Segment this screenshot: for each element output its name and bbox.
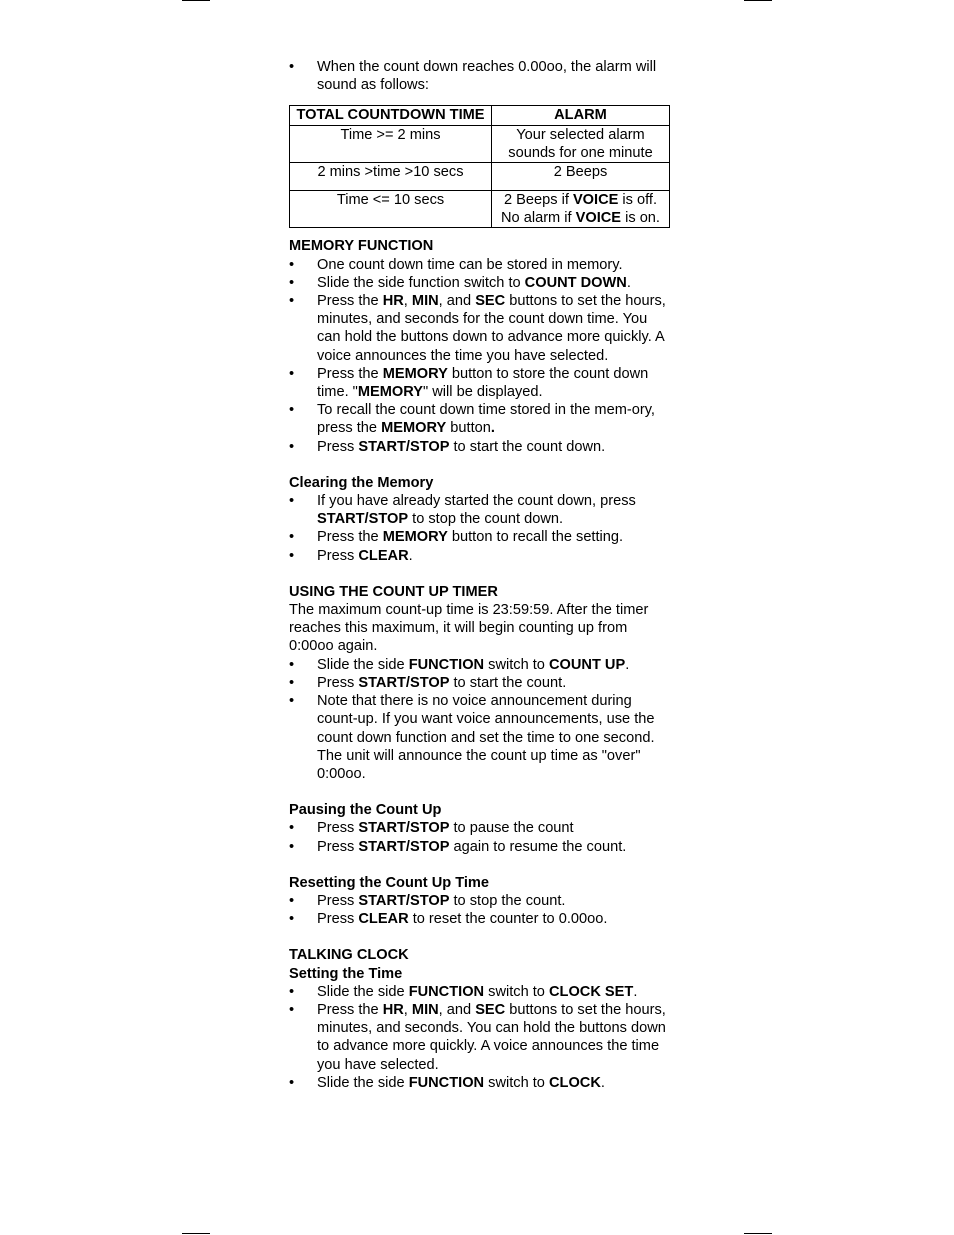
crop-mark-top-left (182, 0, 210, 1)
alarm-table (289, 105, 670, 228)
table-row (290, 163, 670, 191)
countup-paragraph: The maximum count-up time is 23:59:59. After the timer reaches this maximum, it will begin counting up from 0:00oo again. (289, 602, 649, 655)
list-item: • If you have already started the count down, press START/STOP to stop the count down. (289, 492, 674, 528)
section-heading-countup: USING THE COUNT UP TIMER (289, 583, 498, 600)
crop-mark-bottom-right (744, 1233, 772, 1234)
section-heading-resetting: Resetting the Count Up Time (289, 874, 489, 891)
section-heading-pausing: Pausing the Count Up (289, 802, 442, 819)
table-cell: Your selected alarm sounds for one minute (492, 125, 670, 162)
page-content (289, 58, 674, 1092)
list-item: • Press the MEMORY button to recall the setting. (289, 528, 674, 546)
list-item: • One count down time can be stored in memory. (289, 256, 674, 274)
list-item: • Press the MEMORY button to store the count down time. "MEMORY" will be displayed. (289, 365, 674, 401)
list-item: • When the count down reaches 0.00oo, the alarm will sound as follows: (289, 58, 674, 94)
crop-mark-bottom-left (182, 1233, 210, 1234)
list-item: • Slide the side FUNCTION switch to COUNT UP. (289, 656, 674, 674)
list-item: • Press the HR, MIN, and SEC buttons to set the hours, minutes, and seconds. You can hold the buttons down to advance more quickly. A voice announces the time you have selected. (289, 1001, 674, 1074)
list-item: • Press the HR, MIN, and SEC buttons to set the hours, minutes, and seconds for the count down time. You can hold the buttons down to advance more quickly. A voice announces the time you have selected. (289, 292, 674, 365)
table-header-cell: TOTAL COUNTDOWN TIME (290, 106, 492, 125)
list-item: • Press CLEAR to reset the counter to 0.00oo. (289, 910, 674, 928)
table-cell: 2 mins >time >10 secs (290, 163, 492, 191)
list-item: • Slide the side function switch to COUNT DOWN. (289, 274, 674, 292)
list-item: • Press START/STOP to pause the count (289, 819, 674, 837)
list-item: • Press CLEAR. (289, 547, 674, 565)
subsection-heading-setting-time: Setting the Time (289, 965, 403, 982)
section-heading-clearing: Clearing the Memory (289, 474, 434, 491)
table-cell: Time >= 2 mins (290, 125, 492, 162)
table-row (290, 125, 670, 162)
table-header-cell: ALARM (492, 106, 670, 125)
table-row (290, 191, 670, 228)
table-cell: Time <= 10 secs (290, 191, 492, 228)
list-item: • Press START/STOP to start the count. (289, 674, 674, 692)
list-item: • To recall the count down time stored in the mem-ory, press the MEMORY button. (289, 401, 674, 437)
crop-mark-top-right (744, 0, 772, 1)
list-item: • Slide the side FUNCTION switch to CLOCK. (289, 1074, 674, 1092)
list-item: • Note that there is no voice announcement during count-up. If you want voice announcements, use the count down function and set the time to one second. The unit will announce the count up time as "over" 0:00oo. (289, 692, 674, 783)
list-item: • Press START/STOP to stop the count. (289, 892, 674, 910)
list-item: • Press START/STOP to start the count down. (289, 438, 674, 456)
table-cell: 2 Beeps if VOICE is off. No alarm if VOICE is on. (492, 191, 670, 228)
section-heading-clock: TALKING CLOCK (289, 947, 409, 964)
table-header-row (290, 106, 670, 125)
list-item: • Press START/STOP again to resume the count. (289, 838, 674, 856)
section-heading-memory: MEMORY FUNCTION (289, 238, 434, 255)
list-item: • Slide the side FUNCTION switch to CLOCK SET. (289, 983, 674, 1001)
table-cell: 2 Beeps (492, 163, 670, 191)
